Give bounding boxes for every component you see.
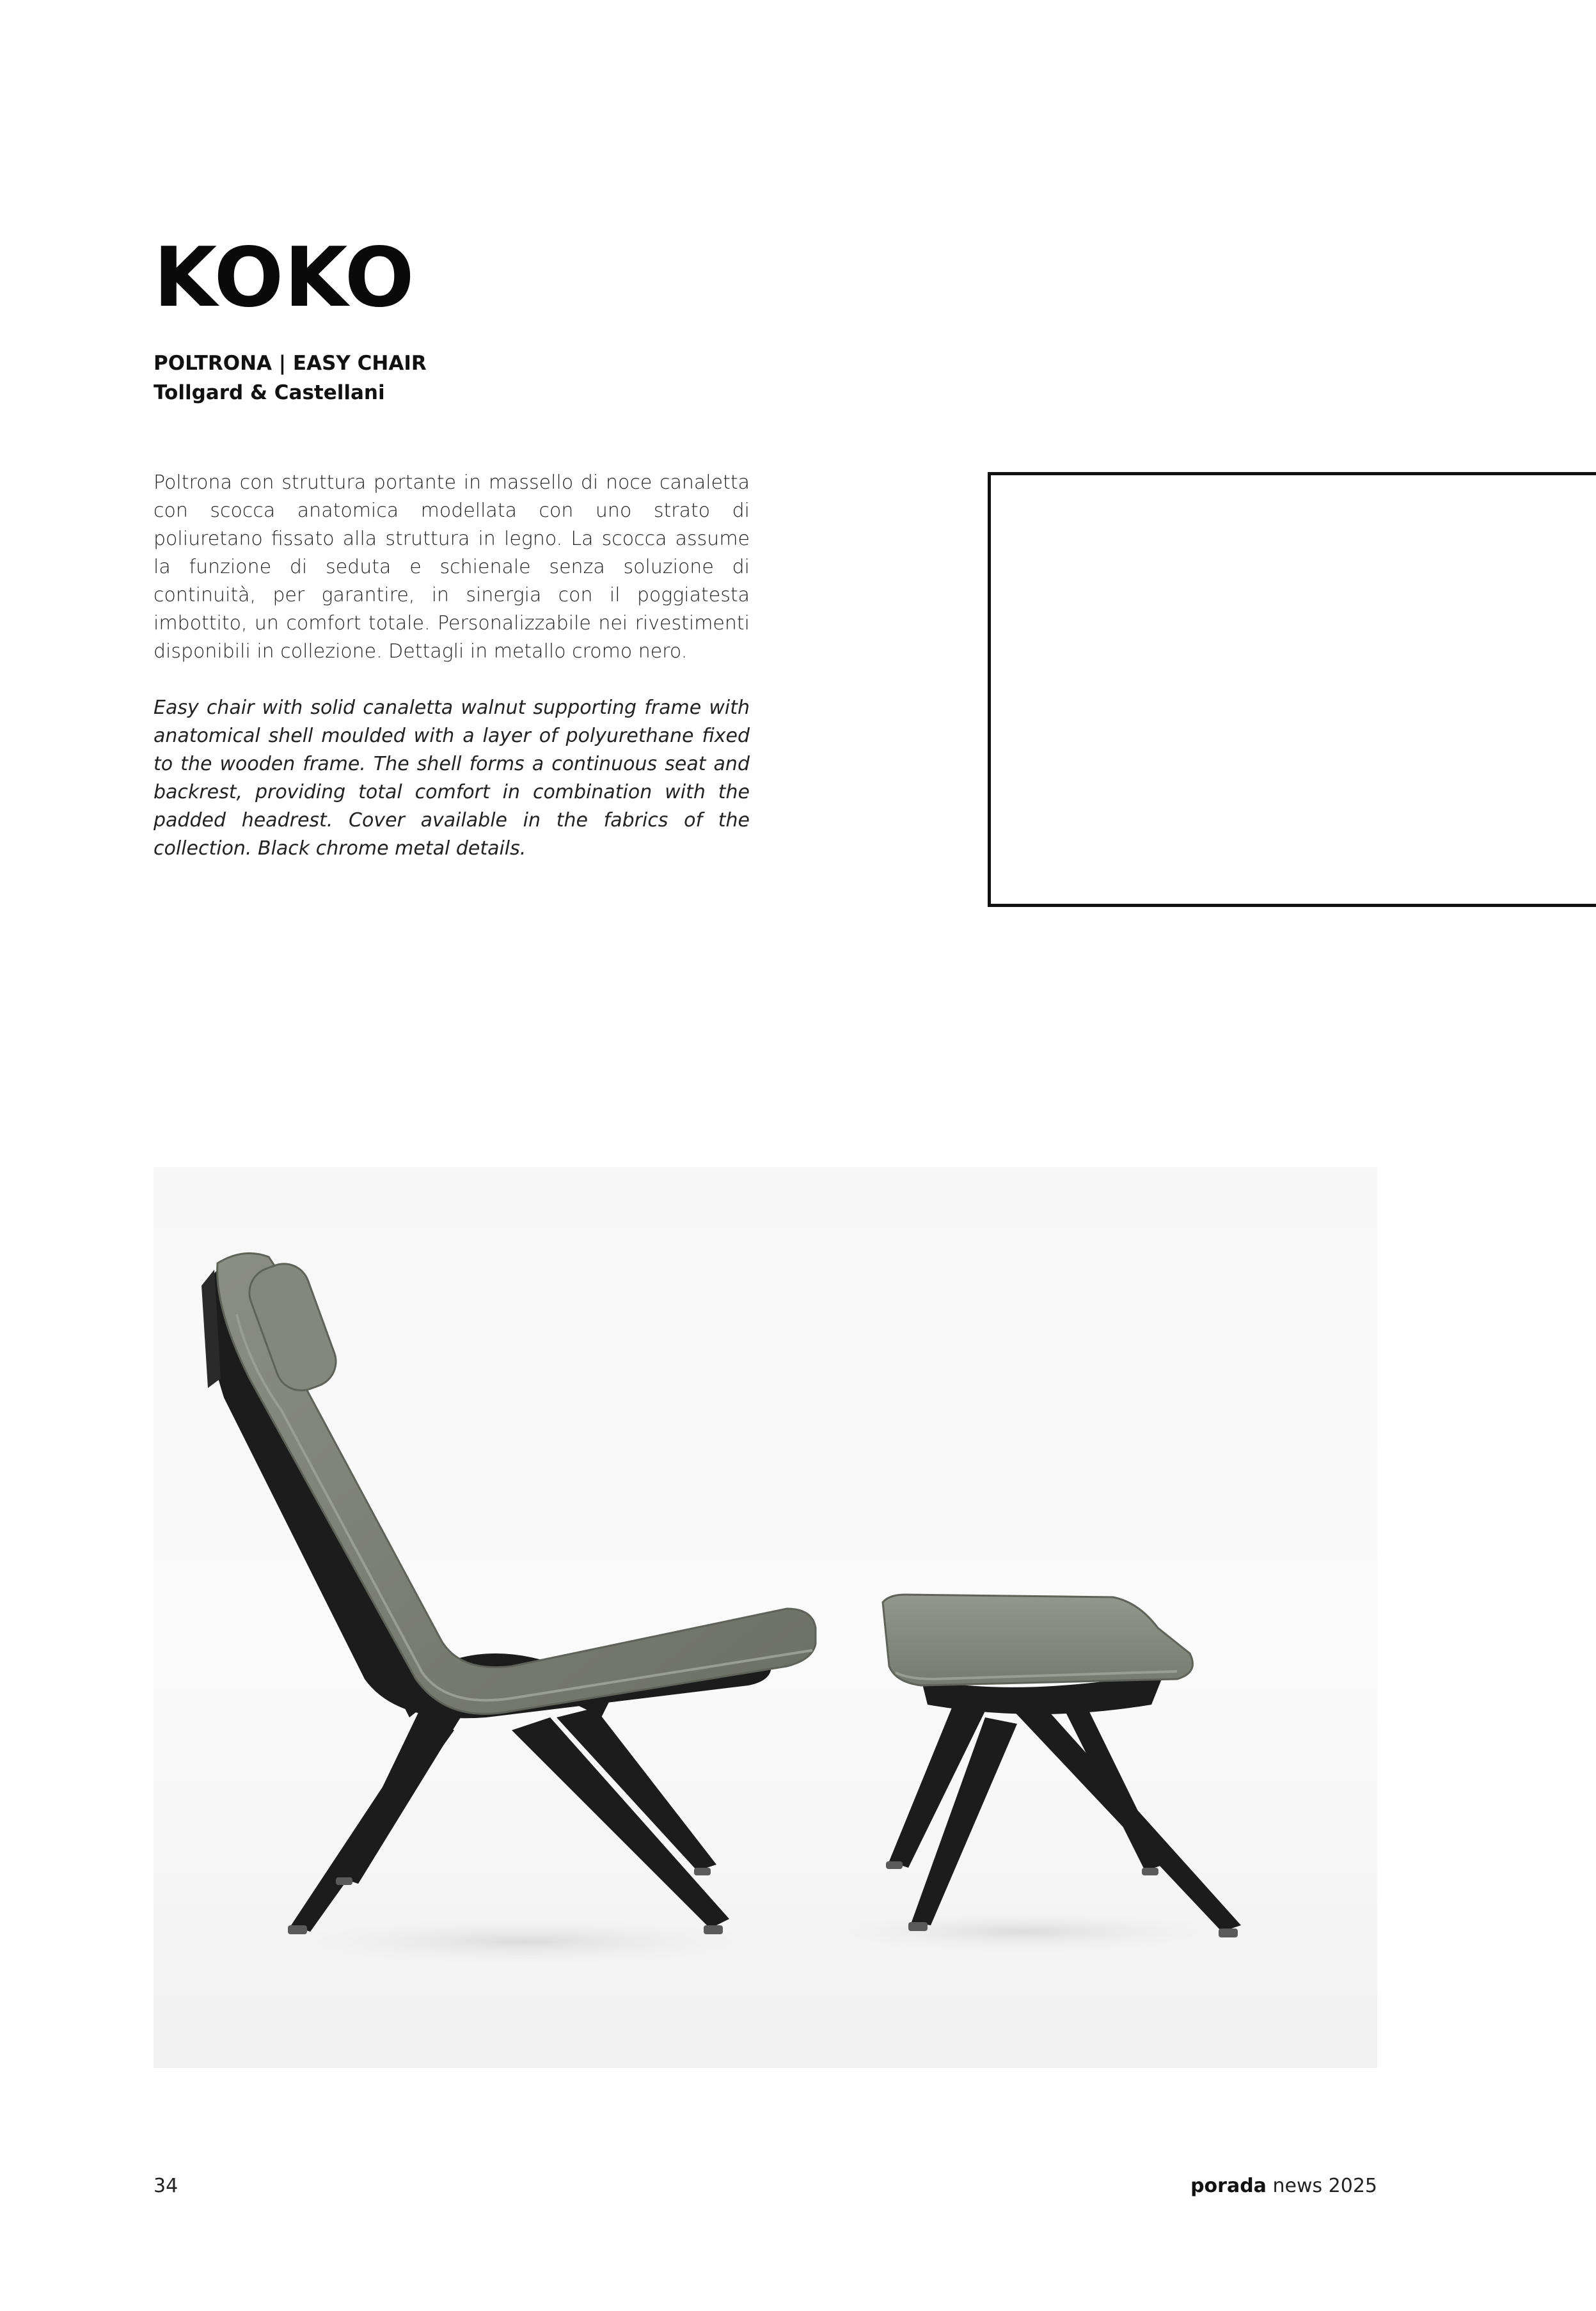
brand-name: porada — [1190, 2175, 1267, 2197]
empty-frame — [988, 472, 1596, 907]
footer-publication — [1190, 2175, 1377, 2197]
description-italian: Poltrona con struttura portante in massello di noce canaletta con scocca anatomica modellata con uno strato di poliuretano fissato alla struttura in legno. La scocca assume la funzione di seduta e schienale senza soluzione di continuità, per garantire, in sinergia con il poggiatesta imbottito, un comfort totale. Personalizzabile nei rivestimenti disponibili in collezione. Dettagli in metallo cromo nero. — [154, 471, 750, 663]
chair-and-ottoman-illustration — [154, 1167, 1377, 2068]
product-photo — [154, 1167, 1377, 2068]
ottoman-frame — [886, 1673, 1241, 1937]
product-type: POLTRONA | EASY CHAIR — [154, 352, 427, 375]
page-title: KOKO — [154, 230, 415, 326]
product-designers: Tollgard & Castellani — [154, 381, 385, 404]
description-english: Easy chair with solid canaletta walnut supporting frame with anatomical shell moulded with a layer of polyurethane fixed to the wooden frame. The shell forms a continuous seat and backrest, providing total comfort in combination with the padded headrest. Cover available in the fabrics of the collection. Black chrome metal details. — [154, 697, 750, 860]
page-number: 34 — [154, 2175, 178, 2197]
publication-name: news 2025 — [1272, 2175, 1377, 2197]
product-subtitle-block — [154, 349, 427, 407]
ottoman-shadow — [793, 1909, 1254, 1954]
